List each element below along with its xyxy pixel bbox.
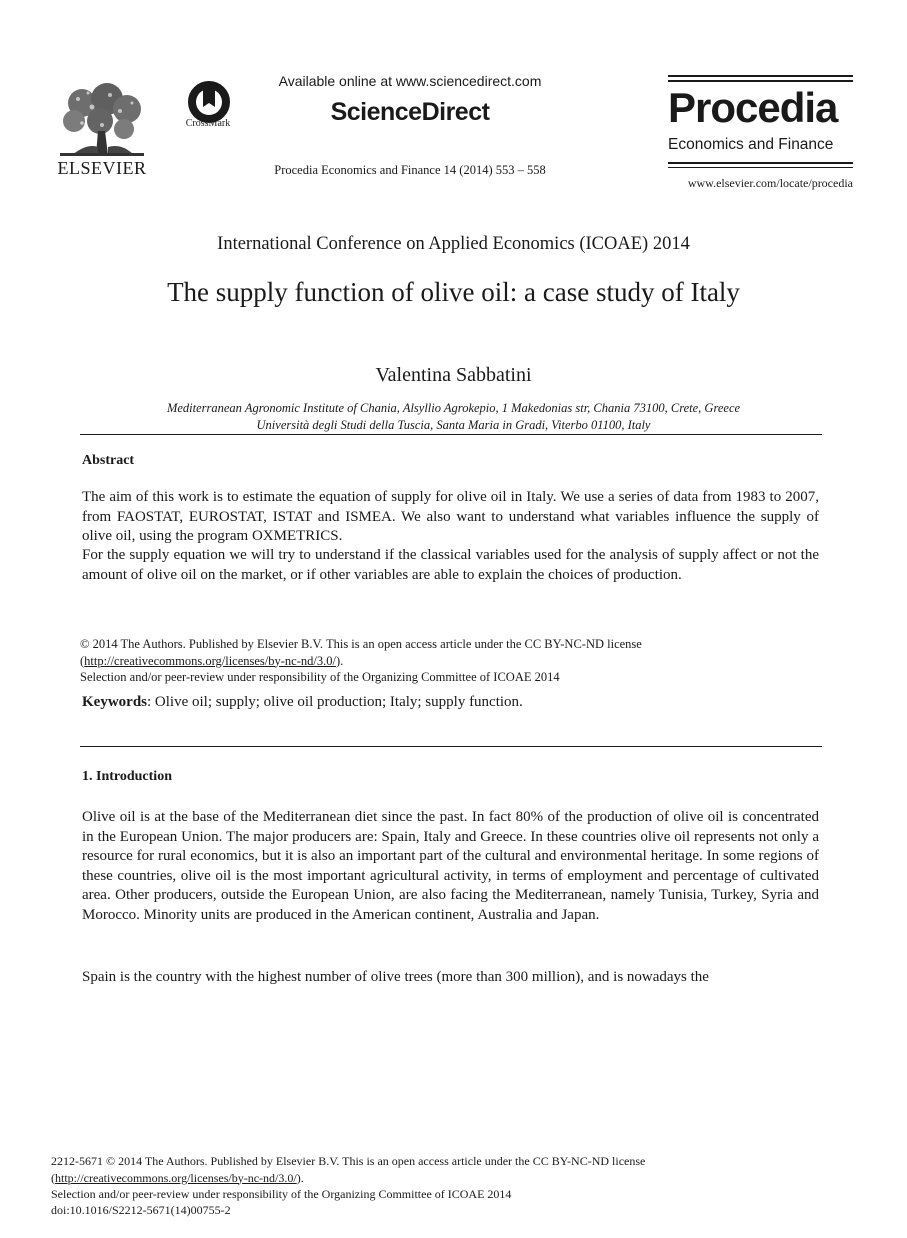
keywords-separator: : <box>147 694 155 710</box>
license-line-1: © 2014 The Authors. Published by Elsevier B.V. This is an open access article under the CC BY-NC-ND license <box>80 637 642 651</box>
footer-link-open: ( <box>51 1170 55 1185</box>
abstract-paragraph-1: The aim of this work is to estimate the equation of supply for olive oil in Italy. We use a series of data from 1983 to 2007, from FAOSTAT, EUROSTAT, ISTAT and ISMEA. We also want to understand what variables influence the supply of olive oil, using the program OXMETRICS. <box>82 489 819 544</box>
introduction-paragraph-2: Spain is the country with the highest number of olive trees (more than 300 million), and is nowadays the <box>82 969 709 985</box>
footer-link-close: ). <box>296 1170 304 1185</box>
journal-subtitle: Economics and Finance <box>668 136 834 153</box>
footer-link-line <box>51 1170 851 1187</box>
footer-license <box>51 1153 851 1186</box>
license-link[interactable]: http://creativecommons.org/licenses/by-nc-nd/3.0/ <box>84 653 336 668</box>
keywords-label: Keywords <box>82 694 147 710</box>
introduction-paragraph-1: Olive oil is at the base of the Mediterranean diet since the past. In fact 80% of the production of olive oil is concentrated in the European Union. The major producers are: Spain, Italy and Greece. In these countries olive oil represents not only a resource for rural economics, but it is also an important part of the cultural and environmental heritage. In some regions of these countries, olive oil is the most important agricultural activity, in terms of employment and percentage of cultivated area. Other producers, outside the European Union, are also facing the Mediterranean, namely Tunisia, Turkey, Syria and Morocco. Minority units are produced in the American continent, Australia and Japan. <box>82 809 819 923</box>
footer-doi[interactable]: doi:10.1016/S2212-5671(14)00755-2 <box>51 1203 231 1217</box>
publisher-name: ELSEVIER <box>57 158 147 178</box>
license-link-close: ). <box>335 653 344 668</box>
procedia-bottom-rules <box>668 162 853 172</box>
paper-title: The supply function of olive oil: a case study of Italy <box>167 277 740 307</box>
license-block <box>80 636 822 686</box>
license-line-2: Selection and/or peer-review under responsibility of the Organizing Committee of ICOAE 2014 <box>80 670 560 684</box>
keywords <box>82 694 523 711</box>
affiliation-1: Mediterranean Agronomic Institute of Chania, Alsyllio Agrokepio, 1 Makedonias str, Chania 73100, Crete, Greece <box>166 401 741 415</box>
affiliation-2: Università degli Studi della Tuscia, Santa Maria in Gradi, Viterbo 01100, Italy <box>256 418 651 432</box>
abstract-paragraph-2: For the supply equation we will try to understand if the classical variables used for the analysis of supply affect or not the amount of olive oil on the market, or if other variables are able to explain the choices of production. <box>82 547 819 583</box>
keywords-text: Olive oil; supply; olive oil production; Italy; supply function. <box>154 694 523 710</box>
crossmark-label: CrossMark <box>185 118 231 129</box>
journal-brand: Procedia <box>668 84 838 131</box>
license-link-line <box>80 653 822 670</box>
footer-line-1: 2212-5671 © 2014 The Authors. Published by Elsevier B.V. This is an open access article under the CC BY-NC-ND license <box>51 1154 646 1168</box>
conference-name: International Conference on Applied Economics (ICOAE) 2014 <box>217 234 690 254</box>
divider-top <box>80 434 822 435</box>
journal-url[interactable]: www.elsevier.com/locate/procedia <box>687 176 853 190</box>
journal-reference: Procedia Economics and Finance 14 (2014) 553 – 558 <box>274 163 546 177</box>
divider-bottom <box>80 746 822 747</box>
introduction-heading: 1. Introduction <box>82 769 172 784</box>
footer-review: Selection and/or peer-review under responsibility of the Organizing Committee of ICOAE 2014 <box>51 1187 512 1201</box>
available-online-text[interactable]: Available online at www.sciencedirect.com <box>278 73 542 89</box>
author-name: Valentina Sabbatini <box>375 364 532 386</box>
sciencedirect-logo: ScienceDirect <box>330 98 490 126</box>
footer-link[interactable]: http://creativecommons.org/licenses/by-nc-nd/3.0/ <box>55 1170 297 1185</box>
abstract-heading: Abstract <box>82 453 135 468</box>
license-link-open: ( <box>80 653 85 668</box>
